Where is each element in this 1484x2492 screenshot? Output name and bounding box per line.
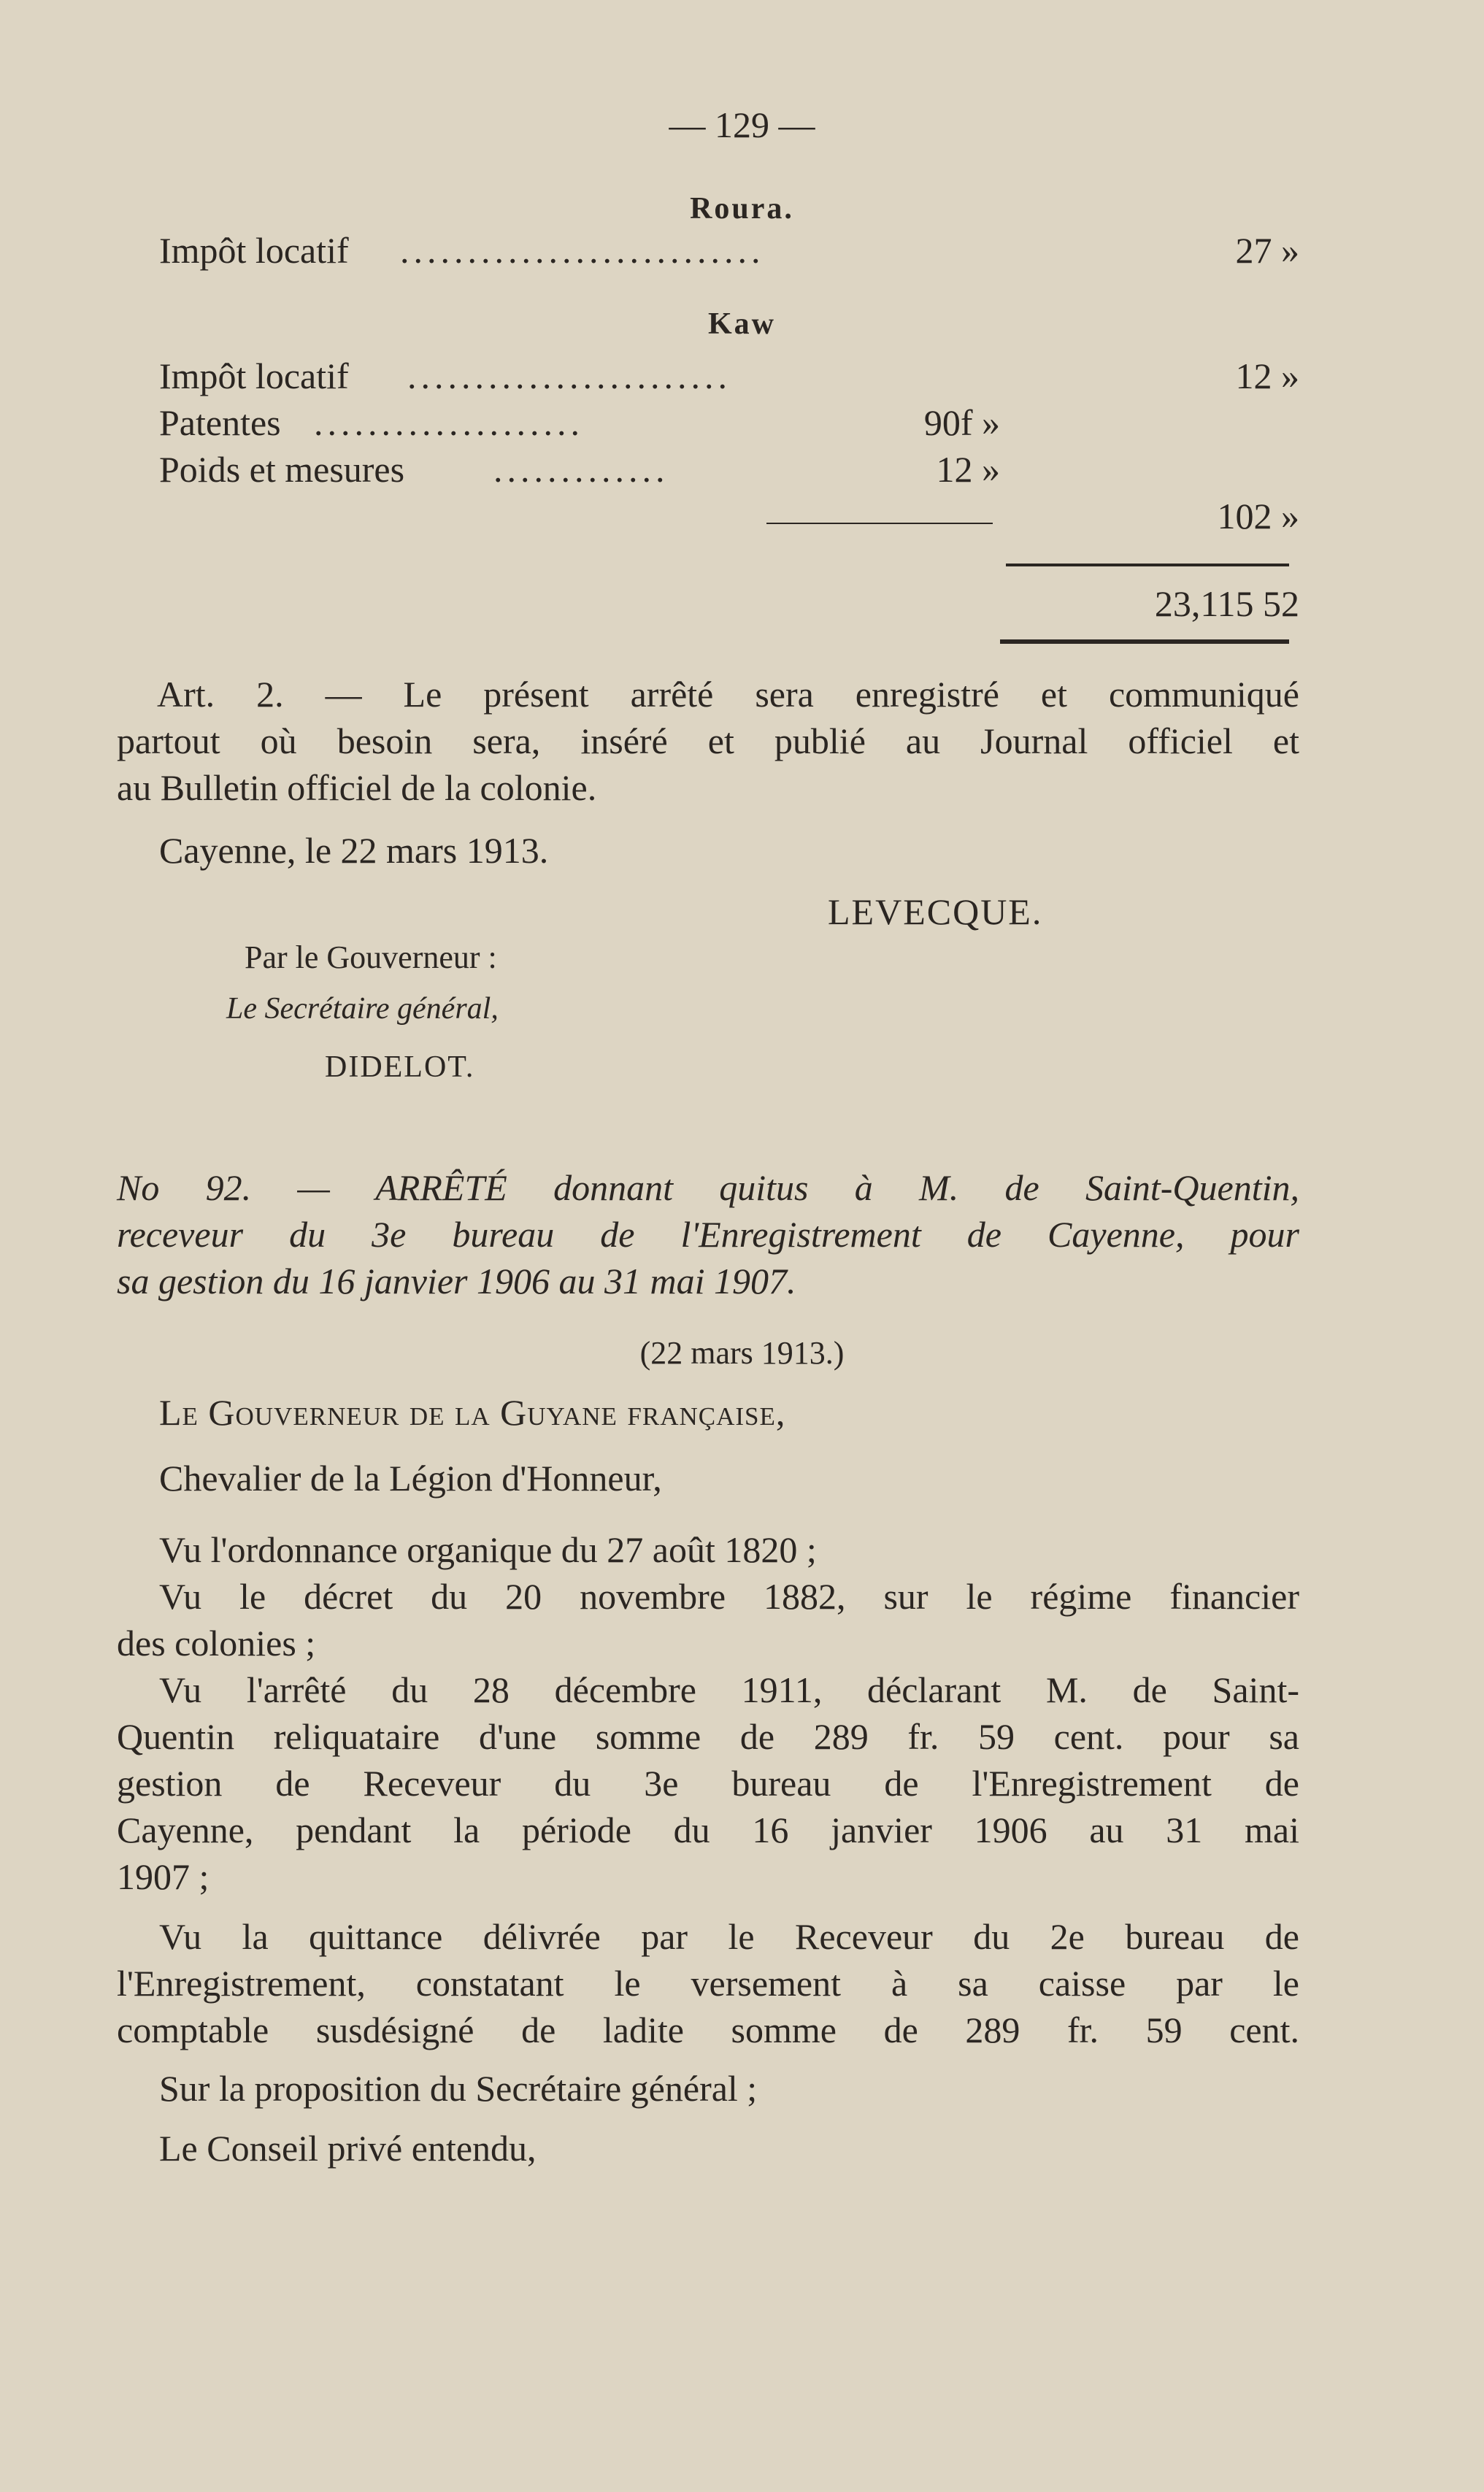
kaw-row-subvalue: 12 »	[936, 449, 1000, 490]
roura-row-total: 27 »	[1235, 230, 1299, 271]
decree-title-line: receveur du 3e bureau de l'Enregistrement de Cayenne, pour	[117, 1214, 1299, 1255]
kaw-row-subvalue: 90f »	[923, 402, 1000, 443]
grand-total: 23,115 52	[1154, 583, 1299, 624]
body-line: Vu la quittance délivrée par le Receveur du 2e bureau de	[159, 1916, 1299, 1957]
body-line: gestion de Receveur du 3e bureau de l'Enregistrement de	[117, 1763, 1299, 1804]
roura-row-leader: ...........................	[400, 230, 765, 271]
countersign-name: DIDELOT.	[325, 1050, 475, 1084]
decree-title-line: sa gestion du 16 janvier 1906 au 31 mai 1907.	[117, 1261, 796, 1301]
article-line: partout où besoin sera, inséré et publié au Journal officiel et	[117, 720, 1299, 761]
total-rule-top	[1006, 564, 1289, 566]
body-line: Sur la proposition du Secrétaire général ;	[159, 2068, 758, 2109]
page-number: — 129 —	[669, 104, 815, 145]
decree-title-line: No 92. — ARRÊTÉ donnant quitus à M. de Saint-Quentin,	[117, 1167, 1299, 1208]
section-heading-roura: Roura.	[690, 192, 794, 226]
place-date: Cayenne, le 22 mars 1913.	[159, 830, 549, 871]
kaw-row-leader: .............	[493, 449, 669, 490]
body-line: Le Conseil privé entendu,	[159, 2128, 537, 2169]
body-line: Vu le décret du 20 novembre 1882, sur le régime financier	[159, 1576, 1299, 1617]
body-line: Cayenne, pendant la période du 16 janvier 1906 au 31 mai	[117, 1810, 1299, 1850]
section-heading-kaw: Kaw	[708, 307, 776, 341]
kaw-row-total: 12 »	[1235, 355, 1299, 396]
subtotal-rule	[766, 523, 993, 524]
preamble-line: Le Gouverneur de la Guyane française,	[159, 1392, 786, 1433]
body-line: comptable susdésigné de ladite somme de 289 fr. 59 cent.	[117, 2010, 1299, 2050]
body-line: Vu l'arrêté du 28 décembre 1911, déclarant M. de Saint-	[159, 1669, 1299, 1710]
roura-row-label: Impôt locatif	[159, 230, 349, 271]
kaw-row-label: Patentes	[159, 402, 281, 443]
kaw-subtotal: 102 »	[1217, 496, 1299, 537]
decree-date: (22 mars 1913.)	[639, 1335, 845, 1371]
kaw-row-leader: ........................	[407, 355, 731, 396]
countersign-line: Par le Gouverneur :	[245, 939, 497, 975]
article-line: Art. 2. — Le présent arrêté sera enregistré et communiqué	[157, 674, 1299, 715]
kaw-row-label: Impôt locatif	[159, 355, 349, 396]
preamble-line: Chevalier de la Légion d'Honneur,	[159, 1458, 662, 1499]
body-line: Quentin reliquataire d'une somme de 289 fr. 59 cent. pour sa	[117, 1716, 1299, 1757]
body-line: l'Enregistrement, constatant le versement à sa caisse par le	[117, 1963, 1299, 2004]
body-line: des colonies ;	[117, 1623, 316, 1664]
kaw-row-leader: ....................	[314, 402, 584, 443]
countersign-title: Le Secrétaire général,	[226, 992, 499, 1026]
body-line: 1907 ;	[117, 1856, 209, 1897]
signatory: LEVECQUE.	[828, 891, 1043, 932]
article-line: au Bulletin officiel de la colonie.	[117, 767, 597, 808]
body-line: Vu l'ordonnance organique du 27 août 1820 ;	[159, 1529, 817, 1570]
kaw-row-label: Poids et mesures	[159, 449, 405, 490]
total-rule-bottom	[1000, 639, 1289, 644]
